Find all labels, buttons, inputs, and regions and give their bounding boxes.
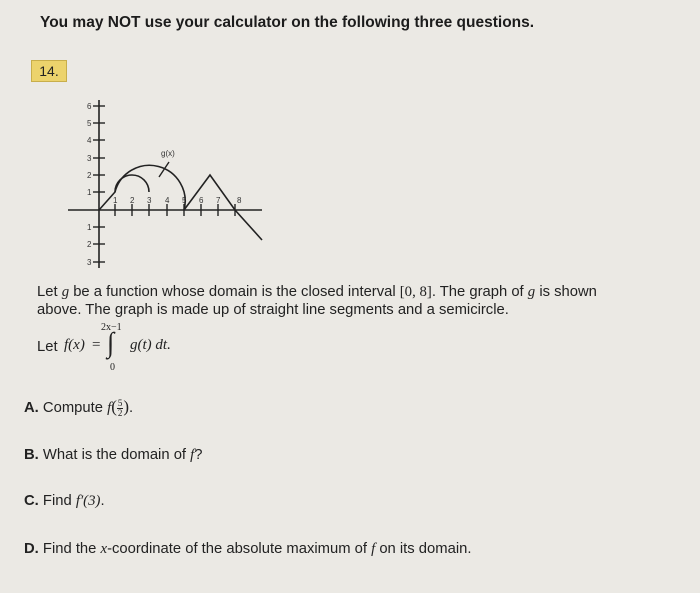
x-tick-8: 8 bbox=[237, 196, 242, 205]
y-tick-2: 2 bbox=[87, 171, 92, 180]
part-c-text: Find bbox=[38, 493, 76, 509]
y-tick-neg3: 3 bbox=[87, 258, 92, 267]
y-tick-1: 1 bbox=[87, 188, 92, 197]
y-tick-5: 5 bbox=[87, 119, 92, 128]
intro-text: Let bbox=[37, 284, 62, 300]
part-c-label: C. bbox=[24, 493, 39, 509]
integrand: g(t) dt. bbox=[130, 337, 171, 353]
y-tick-4: 4 bbox=[87, 136, 92, 145]
part-b-text: What is the domain of bbox=[38, 447, 191, 463]
part-b bbox=[24, 446, 203, 464]
y-tick-neg2: 2 bbox=[87, 240, 92, 249]
g-curve bbox=[99, 175, 149, 210]
fraction-denominator: 2 bbox=[117, 407, 123, 418]
y-tick-neg1: 1 bbox=[87, 223, 92, 232]
interval: [0, 8] bbox=[399, 284, 432, 300]
equals: = bbox=[92, 337, 101, 353]
part-d-label: D. bbox=[24, 541, 39, 557]
x-tick-5: 5 bbox=[182, 196, 187, 205]
var-f: f bbox=[371, 541, 376, 557]
var-f: f bbox=[190, 447, 195, 463]
part-a-text: Compute bbox=[38, 400, 108, 416]
g-function-label: g(x) bbox=[161, 149, 175, 158]
var-g: g bbox=[61, 284, 70, 300]
lower-limit: 0 bbox=[110, 362, 115, 373]
g-graph bbox=[60, 92, 270, 272]
question-number-badge: 14. bbox=[31, 60, 67, 82]
part-d-text: -coordinate of the absolute maximum of bbox=[107, 541, 372, 557]
intro-text: is shown bbox=[535, 284, 597, 300]
part-a-label: A. bbox=[24, 400, 39, 416]
part-a: A. Compute f( $\frac{5}{2}$ ). bbox=[24, 397, 134, 418]
part-d-text: on its domain. bbox=[375, 541, 472, 557]
upper-limit: 2x−1 bbox=[101, 322, 122, 333]
part-d bbox=[24, 540, 471, 558]
fx: f(x) bbox=[64, 337, 85, 353]
var-g: g bbox=[527, 284, 536, 300]
part-d-text: Find the bbox=[38, 541, 101, 557]
var-x: x bbox=[100, 541, 108, 557]
intro-text: . The graph of bbox=[431, 284, 528, 300]
intro-paragraph bbox=[37, 283, 677, 319]
var-f: f bbox=[107, 400, 112, 416]
instructions-header: You may NOT use your calculator on the following three questions. bbox=[40, 14, 535, 31]
intro-line-2: above. The graph is made up of straight line segments and a semicircle. bbox=[37, 302, 509, 318]
definition bbox=[37, 322, 337, 372]
x-tick-6: 6 bbox=[199, 196, 204, 205]
g-segment-up-down bbox=[184, 175, 262, 240]
part-b-label: B. bbox=[24, 447, 39, 463]
y-tick-6: 6 bbox=[87, 102, 92, 111]
part-c-end: . bbox=[100, 493, 105, 509]
x-tick-1: 1 bbox=[113, 196, 118, 205]
part-a-period: . bbox=[129, 400, 134, 416]
intro-text: be a function whose domain is the closed interval bbox=[69, 284, 400, 300]
fraction-numerator: 5 bbox=[117, 397, 123, 408]
x-tick-3: 3 bbox=[147, 196, 152, 205]
y-tick-3: 3 bbox=[87, 154, 92, 163]
x-tick-7: 7 bbox=[216, 196, 221, 205]
f-prime-3: f′(3) bbox=[75, 493, 101, 509]
x-tick-4: 4 bbox=[165, 196, 170, 205]
part-c bbox=[24, 492, 105, 510]
part-b-end: ? bbox=[194, 447, 203, 463]
let-label: Let bbox=[37, 339, 58, 355]
x-tick-2: 2 bbox=[130, 196, 135, 205]
integral-sign: ∫ bbox=[107, 326, 115, 359]
